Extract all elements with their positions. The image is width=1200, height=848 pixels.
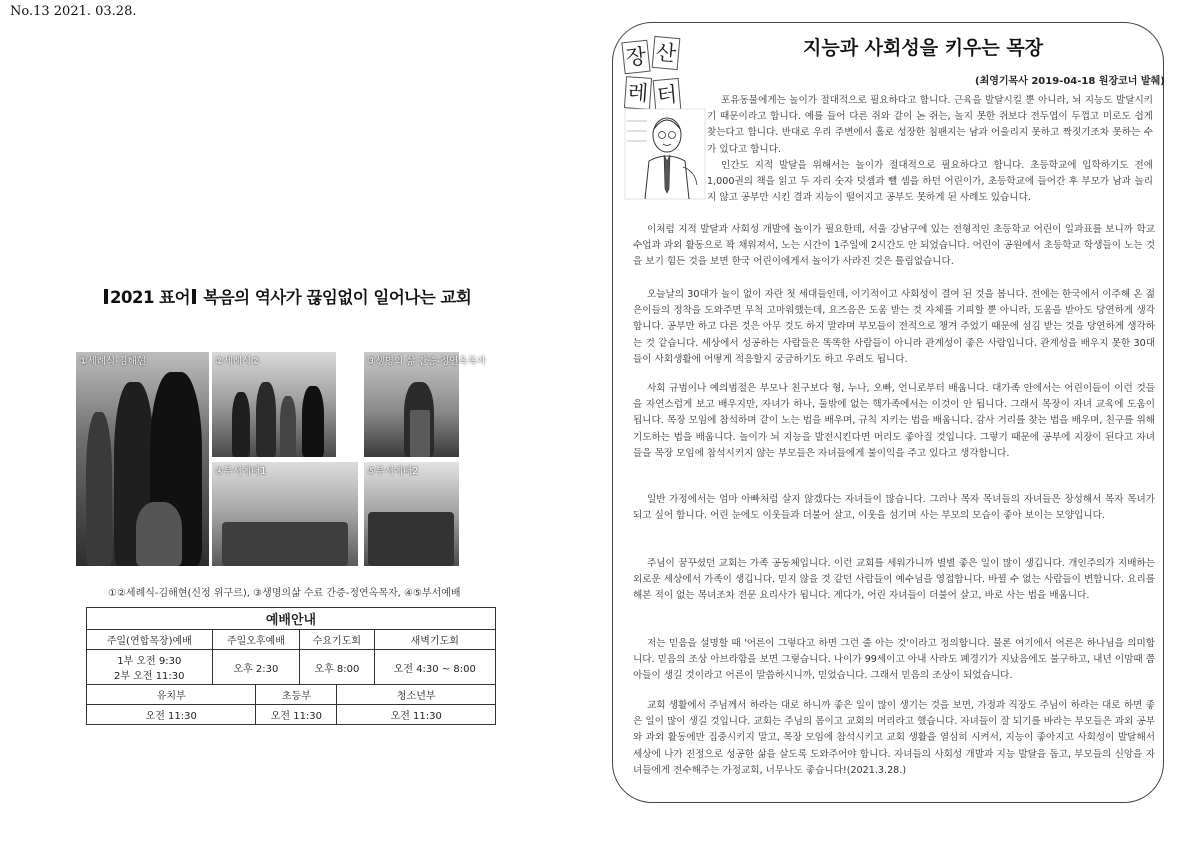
brand-char: 산 (652, 36, 681, 70)
brand-char: 레 (624, 76, 652, 110)
annual-motto (102, 284, 502, 308)
photo-caption: ⑤부서예배2 (367, 466, 419, 477)
letter-paragraph: 오늘날의 30대가 놀이 없이 자란 첫 세대들인데, 이기적이고 사회성이 결여 된 것을 봅니다. 전에는 한국에서 이주해 온 젊은이들의 정착을 도와주면 무척 고마워했는데, 요즈음은 도움 받는 것 자체를 기피할 뿐 아니라, 도움을 받아도 당연하게 생각합니다. 공부만 하고 다른 것은 아무 것도 하지 말라며 부모들이 전적으로 챙겨 주었기 때문에 섬김 받는 것을 당연하게 생각하는 것 같습니다. 세상에서 성공하는 사람들은 똑똑한 사람들이 아니라 관계성이 좋은 사람입니다. 관계성을 배우지 못한 30대들이 사회생활에 어떻게 적응할지 궁금하기도 하고 우려도 됩니다. (633, 289, 1155, 365)
motto-bar-icon (104, 289, 108, 304)
pastor-letter (612, 22, 1164, 803)
motto-text: 복음의 역사가 끊임없이 일어나는 교회 (203, 288, 472, 307)
letter-paragraph: 이처럼 지적 발달과 사회성 개발에 놀이가 필요한데, 서울 강남구에 있는 전형적인 초등학교 어린이 일과표를 보니까 학교 수업과 과외 활동으로 꽉 채워져서, 노는 시간이 1주일에 2시간도 안 되었습니다. 어린이 공원에서 초등학교 학생들이 노는 것을 보기 힘든 것을 보면 한국 어린이에게서 놀이가 사라진 것은 틀림없습니다. (633, 224, 1155, 268)
photo-caption: ③생명의 삶 간증-정연옥목자 (367, 356, 486, 367)
photo-baptism-2 (212, 352, 336, 457)
motto-bar-icon (192, 289, 196, 304)
letter-paragraph: 교회 생활에서 주님께서 하라는 대로 하니까 좋은 일이 많이 생기는 것을 보면, 가정과 직장도 주님이 하라는 대로 하면 좋은 일이 많이 생길 것입니다. 교회는 주님의 몸이고 교회의 머리라고 했습니다. 자녀들이 잘 되기를 바라는 부모들은 과외 공부와 과외 활동에만 집중시키지 말고, 목장 모임에 참석시키고 교회 생활을 열심히 시켜서, 지능이 좋아지고 사회성이 발달해서 세상에 나가 진정으로 성공한 삶을 살도록 도와주어야 합니다. 자녀들의 사회성 개발과 지능 발달을 돕고, 부모들의 신앙을 자녀들에게 전수해주는 가정교회, 너무나도 좋습니다!(2021.3.28.) (633, 700, 1155, 776)
header-wednesday: 수요기도회 (300, 630, 374, 650)
dawn-time: 오전 4:30 ~ 8:00 (374, 650, 495, 685)
worship-title: 예배안내 (87, 608, 496, 630)
dept-time-youth: 오전 11:30 (337, 705, 496, 725)
letter-title: 지능과 사회성을 키우는 목장 (803, 37, 1044, 59)
photo-caption: ④부서예배1 (215, 466, 267, 477)
dept-header-youth: 청소년부 (337, 685, 496, 705)
letter-byline: (최영기목사 2019-04-18 원장코너 발췌) (975, 76, 1165, 87)
afternoon-time: 오후 2:30 (212, 650, 300, 685)
worship-schedule-table (86, 607, 496, 725)
letter-paragraph: 일반 가정에서는 엄마 아빠처럼 살지 않겠다는 자녀들이 많습니다. 그러나 목자 목녀들의 자녀들은 장성해서 목자 목녀가 되고 싶어 합니다. 어린 눈에도 이웃들과 더불어 살고, 이웃을 섬기며 사는 부모의 모습이 좋아 보이는 모양입니다. (633, 494, 1155, 522)
photo-collage-caption: ①②세례식-김해현(신정 위구르), ③생명의삶 수료 간증-정연옥목자, ④⑤부서예배 (108, 588, 461, 599)
letter-paragraph: 사회 규범이나 예의범절은 부모나 친구보다 형, 누나, 오빠, 언니로부터 배웁니다. 대가족 안에서는 어린이들이 이런 것들을 자연스럽게 보고 배우지만, 자녀가 하나, 둘밖에 없는 핵가족에서는 이것이 안 됩니다. 그래서 목장이 자녀 교육에 도움이 됩니다. 목장 모임에 참석하며 같이 노는 법을 배우며, 규칙 지키는 법을 배웁니다. 감사 거리를 찾는 법을 배우며, 친구를 위해 기도하는 법을 배웁니다. 놀이가 뇌 지능을 발전시킨다면 머리도 좋아질 것입니다. 그렇기 때문에 공부에 지장이 된다고 자녀들을 목장 모임에 참석시키지 않는 부모들은 자녀들에게 불이익을 주고 있다고 생각합니다. (633, 383, 1155, 459)
issue-date: No.13 2021. 03.28. (10, 4, 137, 19)
header-dawn: 새벽기도회 (374, 630, 495, 650)
header-afternoon: 주일오후예배 (212, 630, 300, 650)
wednesday-time: 오후 8:00 (300, 650, 374, 685)
photo-testimony (364, 352, 486, 457)
dept-time-elementary: 오전 11:30 (256, 705, 337, 725)
brand-char: 터 (653, 78, 682, 112)
photo-caption: ①세례식-김해현 (79, 356, 147, 367)
brand-char: 장 (621, 40, 650, 75)
dept-header-kindergarten: 유치부 (87, 685, 256, 705)
header-sunday: 주일(연합목장)예배 (87, 630, 213, 650)
photo-collage (76, 352, 486, 566)
sunday-times (87, 650, 213, 685)
dept-header-elementary: 초등부 (256, 685, 337, 705)
letter-paragraph: 저는 믿음을 설명할 때 '어른이 그렇다고 하면 그런 줄 아는 것'이라고 정의합니다. 물론 여기에서 어른은 하나님을 의미합니다. 믿음의 조상 아브라함을 보면 그렇습니다. 나이가 99세이고 아내 사라도 폐경기가 지났음에도 불구하고, 내년 이맘때 쯤 아들이 생길 것이라고 어른이 말씀하시니까, 믿었습니다. 그래서 믿음의 조상이 되었습니다. (633, 638, 1155, 682)
sunday-service-2: 2부 오전 11:30 (114, 671, 185, 682)
dept-time-kindergarten: 오전 11:30 (87, 705, 256, 725)
letter-paragraph: 주님이 꿈꾸셨던 교회는 가족 공동체입니다. 이런 교회를 세워가니까 별별 좋은 일이 많이 생깁니다. 개인주의가 지배하는 외로운 세상에서 가족이 생깁니다. 믿지 않을 것 같던 사람들이 예수님을 영접합니다. 바뀔 수 없는 사람들이 변합니다. 요리를 해본 적이 없는 목녀조차 전문 요리사가 됩니다. 게다가, 어린 자녀들이 더불어 살고, 바로 사는 법을 배웁니다. (633, 558, 1155, 602)
motto-prefix: 2021 표어 (110, 288, 191, 307)
letter-paragraph: 인간도 지적 발달을 위해서는 놀이가 절대적으로 필요하다고 합니다. 초등학교에 입학하기도 전에 1,000권의 책을 읽고 두 자리 숫자 덧셈과 뺄 셈을 하던 어린이가, 초등학교에 들어간 후 부모가 남과 놀리지 않고 공부만 시킨 결과 지능이 떨어지고 공부도 못하게 된 사례도 있습니다. (707, 160, 1153, 204)
pastor-portrait-illustration (623, 101, 707, 201)
photo-baptism-1 (76, 352, 209, 566)
photo-caption: ②세례식② (215, 356, 260, 367)
photo-dept-worship-1 (212, 462, 358, 566)
sunday-service-1: 1부 오전 9:30 (117, 656, 182, 667)
letter-paragraph: 포유동물에게는 놀이가 절대적으로 필요하다고 합니다. 근육을 발달시킬 뿐 아니라, 뇌 지능도 발달시키기 때문이라고 합니다. 예를 들어 다른 쥐와 같이 논 쥐는, 놀지 못한 쥐보다 전두엽이 두껍고 미로도 쉽게 찾는다고 합니다. 반대로 우리 주변에서 홀로 성장한 침팬지는 남과 어울리지 못하고 짝짓기조차 못하는 수가 있다고 합니다. (707, 95, 1153, 155)
photo-dept-worship-2 (364, 462, 459, 566)
